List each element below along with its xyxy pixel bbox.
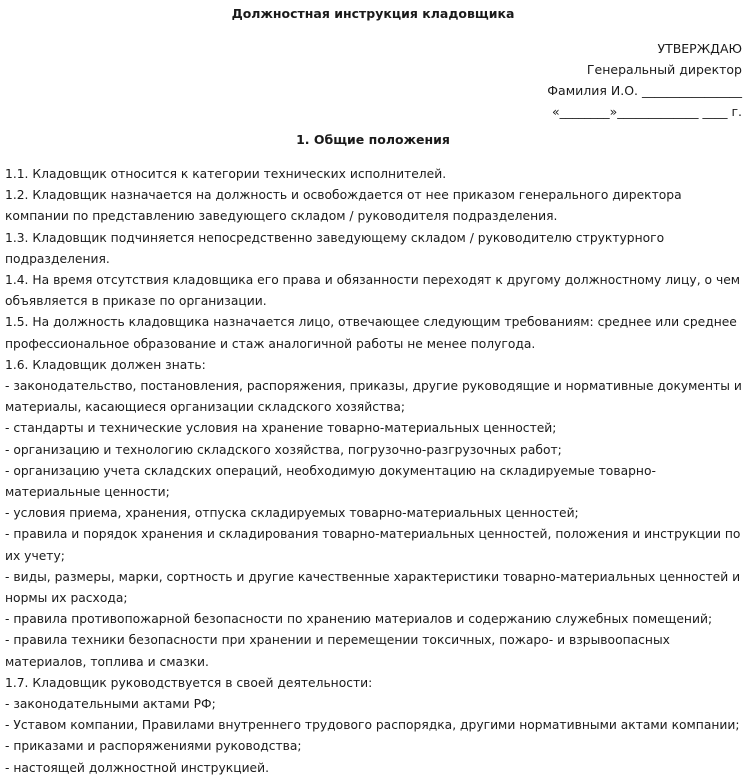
paragraph-1-6: 1.6. Кладовщик должен знать: <box>5 357 206 372</box>
approval-block <box>422 38 742 122</box>
list-item: - правила техники безопасности при хранении и перемещении токсичных, пожаро- и взрывоопасных материалов, топлива и смазки. <box>5 633 670 669</box>
paragraph-1-5: 1.5. На должность кладовщика назначается лицо, отвечающее следующим требованиям: среднее или среднее профессиональное образование и стаж аналогичной работы не менее полугода. <box>5 315 737 351</box>
list-item: - виды, размеры, марки, сортность и другие качественные характеристики товарно-материальных ценностей и нормы их расхода; <box>5 569 741 606</box>
document-title: Должностная инструкция кладовщика <box>231 6 515 21</box>
list-item: - стандарты и технические условия на хранение товарно-материальных ценностей; <box>5 421 557 436</box>
list-item: - приказами и распоряжениями руководства; <box>5 739 302 754</box>
document-body <box>5 164 743 779</box>
approval-line-approve: УТВЕРЖДАЮ <box>657 41 742 56</box>
paragraph-1-4: 1.4. На время отсутствия кладовщика его права и обязанности переходят к другому должностному лицу, о чем объявляется в приказе по организации. <box>5 273 741 309</box>
list-item: - законодательство, постановления, распоряжения, приказы, другие руководящие и нормативные документы и материалы, касающиеся организации складского хозяйства; <box>5 379 742 415</box>
list-item: - правила и порядок хранения и складирования товарно-материальных ценностей, положения и инструкции по их учету; <box>5 527 741 563</box>
list-item: - правила противопожарной безопасности по хранению материалов и содержанию служебных помещений; <box>5 612 713 627</box>
list-item: - условия приема, хранения, отпуска складируемых товарно-материальных ценностей; <box>5 506 579 521</box>
paragraph-1-3: 1.3. Кладовщик подчиняется непосредственно заведующему складом / руководителю структурного подразделения. <box>5 230 665 266</box>
paragraph-1-7: 1.7. Кладовщик руководствуется в своей деятельности: <box>5 675 373 690</box>
section-heading: 1. Общие положения <box>296 132 450 147</box>
paragraph-1-2: 1.2. Кладовщик назначается на должность и освобождается от нее приказом генерального директора компании по представлению заведующего складом / руководителя подразделения. <box>5 188 682 224</box>
approval-line-date: «________»_____________ ____ г. <box>551 104 742 119</box>
approval-line-position: Генеральный директор <box>586 62 742 77</box>
list-item: - законодательными актами РФ; <box>5 697 216 712</box>
list-item: - организацию и технологию складского хозяйства, погрузочно-разгрузочных работ; <box>5 442 562 457</box>
paragraph-1-1: 1.1. Кладовщик относится к категории технических исполнителей. <box>5 167 447 181</box>
list-item: - настоящей должностной инструкцией. <box>5 760 270 775</box>
list-item: - организацию учета складских операций, необходимую документацию на складируемые товарно-материальные ценности; <box>5 463 656 500</box>
list-item: - Уставом компании, Правилами внутреннего трудового распорядка, другими нормативными актами компании; <box>5 718 740 733</box>
approval-line-name: Фамилия И.О. ________________ <box>547 83 742 98</box>
